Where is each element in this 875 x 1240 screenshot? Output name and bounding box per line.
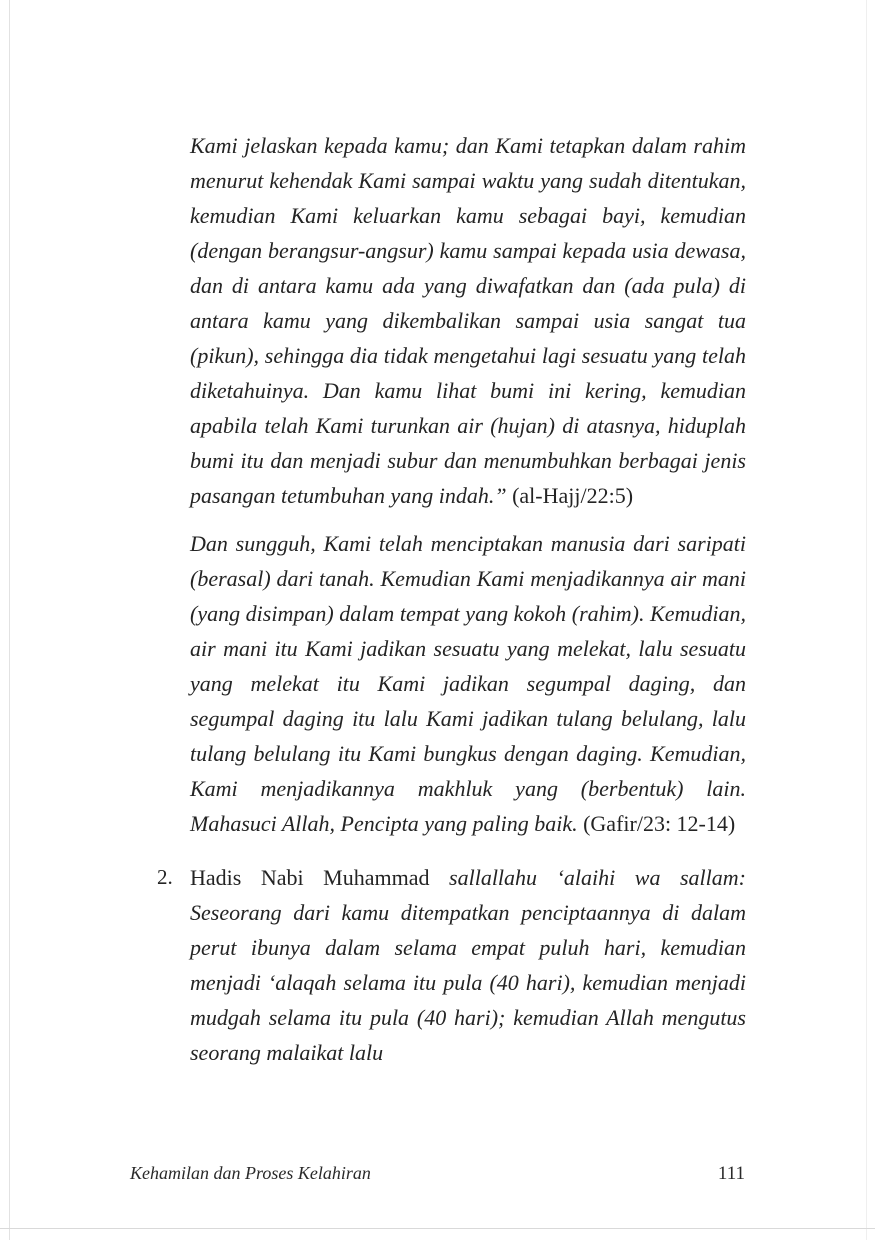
page-scan-edge-bottom bbox=[0, 1228, 875, 1229]
page-scan-edge-left bbox=[9, 0, 10, 1240]
quote-text: Kami jelaskan kepada kamu; dan Kami tetapkan dalam rahim menurut kehendak Kami sampai waktu yang sudah ditentukan, kemudian Kami keluarkan kamu sebagai bayi, kemudian (dengan berangsur-angsur) kamu sampai kepada usia dewasa, dan di antara kamu ada yang diwafatkan dan (ada pula) di antara kamu yang dikembalikan sampai usia sangat tua (pikun), sehingga dia tidak mengetahui lagi sesuatu yang telah diketahuinya. Dan kamu lihat bumi ini kering, kemudian apabila telah Kami turunkan air (hujan) di atasnya, hiduplah bumi itu dan menjadi subur dan menumbuhkan berbagai jenis pasangan tetumbuhan yang indah.” bbox=[190, 133, 746, 508]
page-number: 111 bbox=[717, 1163, 745, 1184]
quote-text: Dan sungguh, Kami telah menciptakan manusia dari saripati (berasal) dari tanah. Kemudian Kami menjadikannya air mani (yang disimpan) dalam tempat yang kokoh (rahim). Kemudian, air mani itu Kami jadikan sesuatu yang melekat, lalu sesuatu yang melekat itu Kami jadikan segumpal daging, dan segumpal daging itu lalu Kami jadikan tulang belulang, lalu tulang belulang itu Kami bungkus dengan daging. Kemudian, Kami menjadikannya makhluk yang (berbentuk) lain. Mahasuci Allah, Pencipta yang paling baik. bbox=[190, 531, 746, 836]
hadith-body-text: Seseorang dari kamu ditempatkan penciptaannya di dalam perut ibunya dalam selama empat puluh hari, kemudian menjadi ‘alaqah selama itu pula (40 hari), kemudian menjadi mudgah selama itu pula (40 hari); kemudian Allah mengutus seorang malaikat lalu bbox=[190, 900, 746, 1065]
hadith-lead-honorific: sallallahu ‘alaihi wa sallam: bbox=[449, 865, 746, 890]
running-footer-title: Kehamilan dan Proses Kelahiran bbox=[130, 1163, 371, 1183]
page-scan-edge-right bbox=[866, 0, 867, 1240]
page-content bbox=[157, 128, 746, 1070]
page-footer bbox=[130, 1163, 745, 1185]
quote-citation: (Gafir/23: 12-14) bbox=[583, 811, 736, 836]
quran-quote-gafir bbox=[190, 526, 746, 841]
hadith-lead-text: Hadis Nabi Muhammad bbox=[190, 865, 430, 890]
list-item-2 bbox=[157, 860, 746, 1070]
quote-citation: (al-Hajj/22:5) bbox=[512, 483, 634, 508]
list-item-number: 2. bbox=[157, 865, 173, 889]
list-item-body bbox=[190, 860, 746, 1070]
quran-quote-al-hajj bbox=[190, 128, 746, 513]
